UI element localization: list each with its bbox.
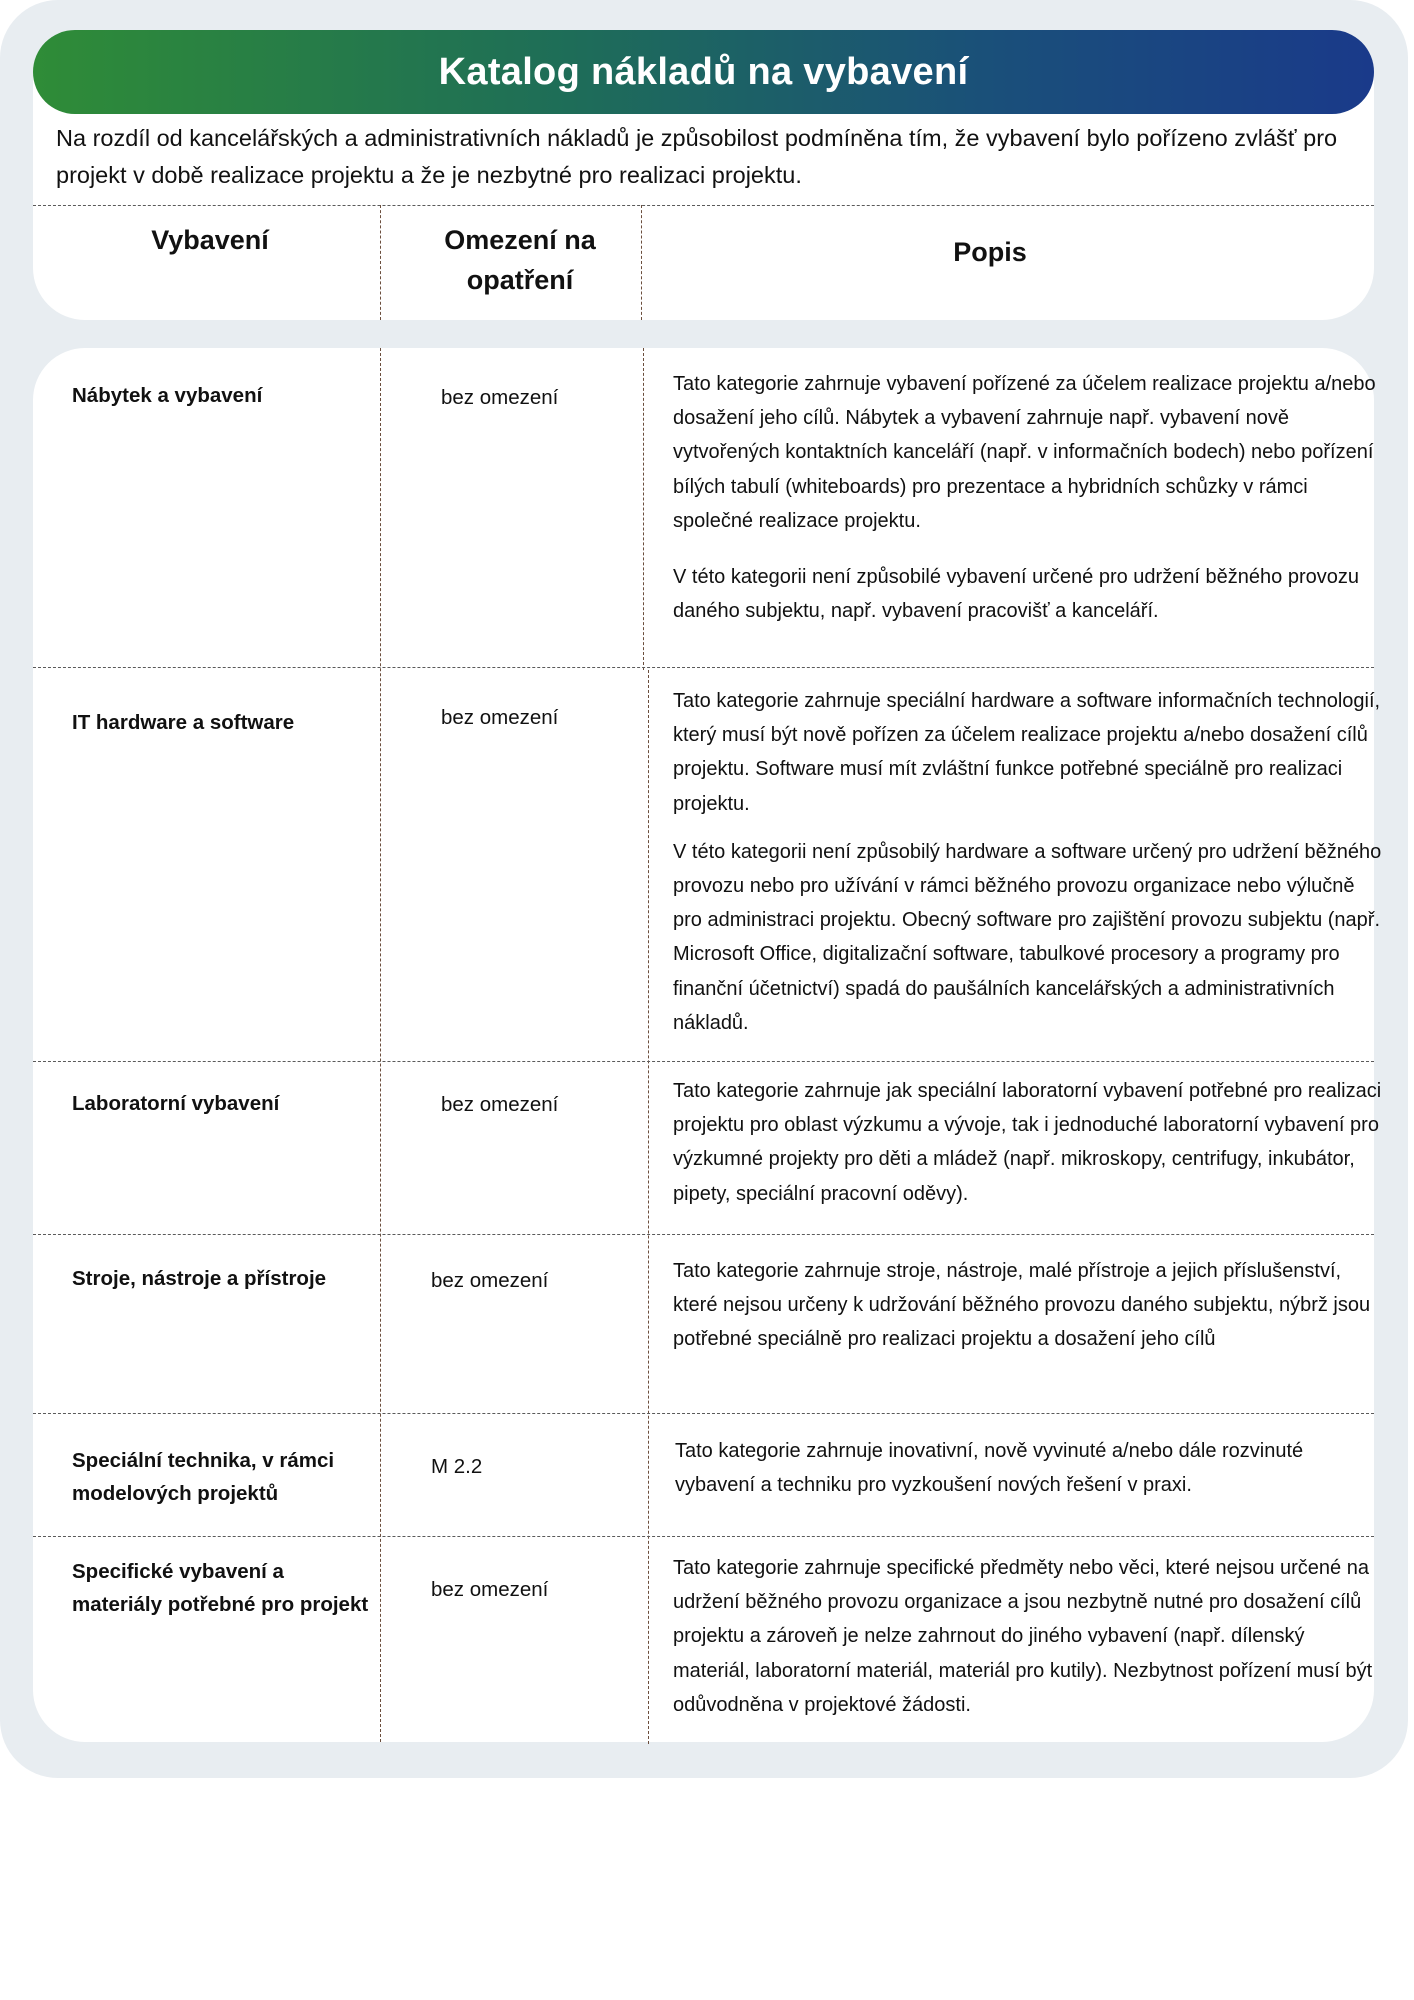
header-col-divider-2	[641, 205, 642, 320]
row-limit: bez omezení	[431, 1269, 549, 1292]
row-description-para: Tato kategorie zahrnuje specifické předměty nebo věci, které nejsou určené na udržení běžného provozu organizace a jsou nezbytně nutné pro dosažení cílů projektu a zároveň je nelze zahrnout do jiného vybavení (např. dílenský materiál, laboratorní materiál, materiál pro kutily). Nezbytnost pořízení musí být odůvodněna v projektové žádosti.	[673, 1557, 1373, 1716]
col-divider-2a	[643, 348, 644, 670]
row-separator	[33, 1234, 1374, 1235]
row-category: Speciální technika, v rámci modelových projektů	[72, 1449, 335, 1505]
row-limit: M 2.2	[431, 1455, 483, 1478]
intro-text: Na rozdíl od kancelářských a administrativních nákladů je způsobilost podmíněna tím, že vybavení bylo pořízeno zvlášť pro projekt v době realizace projektu a že je nezbytné pro realizaci projektu.	[56, 125, 1338, 188]
row-limit: bez omezení	[441, 706, 559, 729]
row-category: Nábytek a vybavení	[72, 384, 263, 407]
title-banner	[33, 30, 1374, 114]
row-description	[673, 1551, 1383, 1722]
header-vybaveni: Vybavení	[151, 225, 269, 255]
col-divider-2b	[648, 670, 649, 1744]
header-col-divider-1	[380, 205, 381, 320]
header-popis: Popis	[953, 237, 1027, 267]
header-omezeni: Omezení na opatření	[444, 225, 596, 295]
row-description-para: Tato kategorie zahrnuje speciální hardware a software informačních technologií, který musí být nově pořízen za účelem realizace projektu a/nebo dosažení cílů projektu. Software musí mít zvláštní funkce potřebné speciálně pro realizaci projektu.	[673, 690, 1381, 815]
row-separator	[33, 667, 1374, 668]
row-separator	[33, 1413, 1374, 1414]
row-description-para: V této kategorii není způsobilý hardware a software určený pro udržení běžného provozu nebo pro užívání v rámci běžného provozu organizace nebo výlučně pro administraci projektu. Obecný software pro zajištění provozu subjektu (např. Microsoft Office, digitalizační software, tabulkové procesory a programy pro finanční účetnictví) spadá do paušálních kancelářských a administrativních nákladů.	[673, 840, 1382, 1034]
row-limit: bez omezení	[431, 1578, 549, 1601]
row-description	[673, 684, 1383, 1040]
row-category: Stroje, nástroje a přístroje	[72, 1267, 327, 1290]
row-separator	[33, 1061, 1374, 1062]
row-separator	[33, 1536, 1374, 1537]
row-description	[675, 1434, 1385, 1502]
row-category: IT hardware a software	[72, 711, 295, 734]
row-description	[673, 1074, 1383, 1211]
row-description-para: Tato kategorie zahrnuje jak speciální laboratorní vybavení potřebné pro realizaci projektu pro oblast výzkumu a vývoje, tak i jednoduché laboratorní vybavení pro výzkumné projekty pro děti a mládež (např. mikroskopy, centrifugy, inkubátor, pipety, speciální pracovní oděvy).	[673, 1080, 1382, 1205]
row-description-para: Tato kategorie zahrnuje stroje, nástroje, malé přístroje a jejich příslušenství, které nejsou určeny k udržování běžného provozu daného subjektu, nýbrž jsou potřebné speciálně pro realizaci projektu a dosažení jeho cílů	[673, 1260, 1371, 1351]
row-category: Laboratorní vybavení	[72, 1092, 280, 1115]
page-title: Katalog nákladů na vybavení	[438, 50, 969, 93]
row-limit: bez omezení	[441, 386, 559, 409]
row-description	[673, 367, 1383, 628]
row-description-para: Tato kategorie zahrnuje vybavení pořízené za účelem realizace projektu a/nebo dosažení jeho cílů. Nábytek a vybavení zahrnuje např. vybavení nově vytvořených kontaktních kanceláří (např. v informačních bodech) nebo pořízení bílých tabulí (whiteboards) pro prezentace a hybridních schůzky v rámci společné realizace projektu.	[673, 373, 1376, 532]
row-description-para: Tato kategorie zahrnuje inovativní, nově vyvinuté a/nebo dále rozvinuté vybavení a techniku pro vyzkoušení nových řešení v praxi.	[675, 1440, 1304, 1497]
row-description	[673, 1254, 1383, 1357]
header-top-rule	[33, 205, 1374, 206]
col-divider-1	[380, 348, 381, 1742]
row-description-para: V této kategorii není způsobilé vybavení určené pro udržení běžného provozu daného subjektu, např. vybavení pracovišť a kanceláří.	[673, 566, 1359, 623]
row-category: Specifické vybavení a materiály potřebné pro projekt	[72, 1560, 369, 1616]
row-limit: bez omezení	[441, 1093, 559, 1116]
